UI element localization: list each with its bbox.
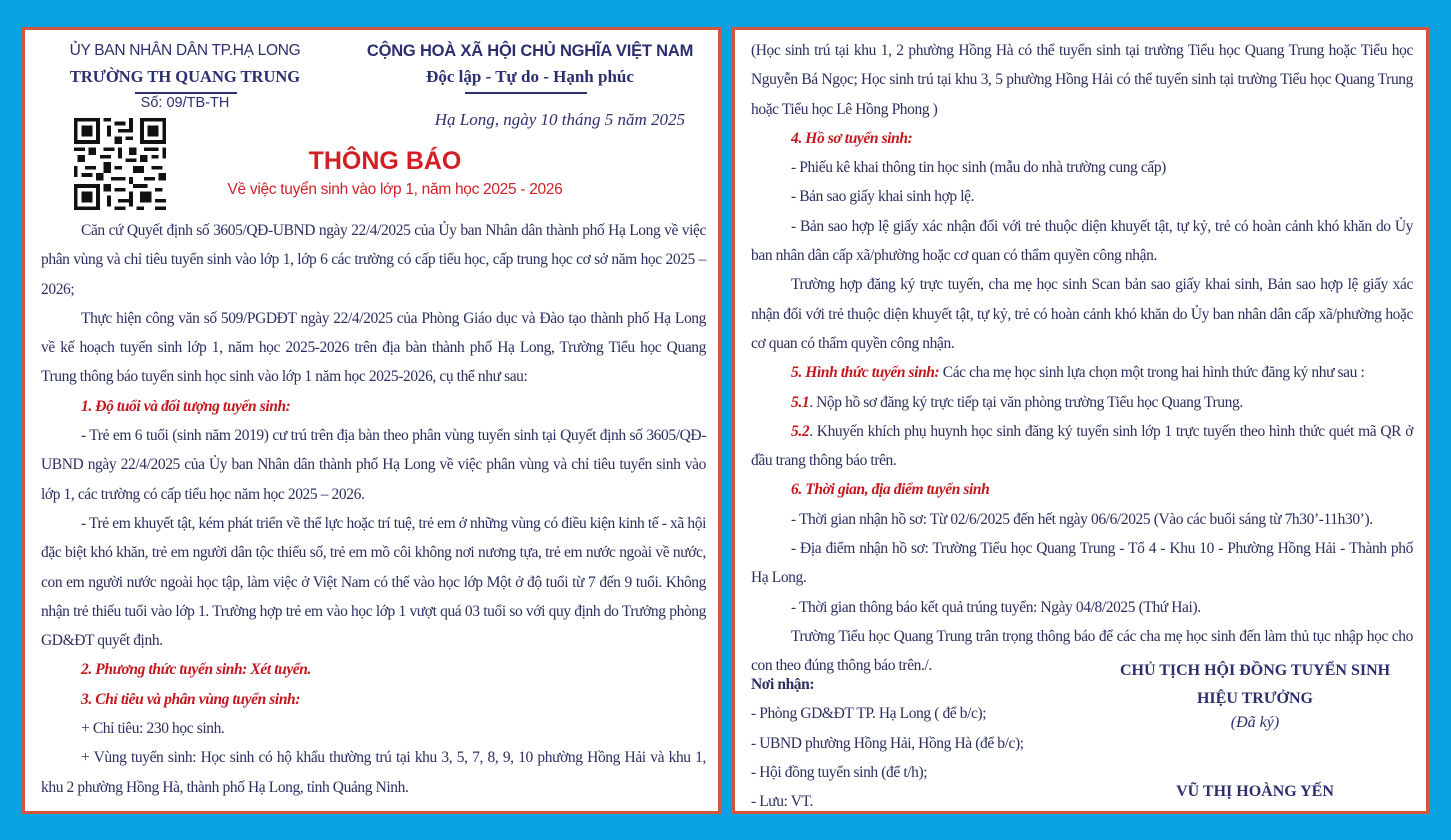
- closing-paragraph: Trường Tiểu học Quang Trung trân trọng thông báo để các cha mẹ học sinh đến làm thủ tục nhập học cho con theo đúng thông báo trên./.: [751, 627, 1413, 675]
- notice-subtitle: Về việc tuyển sinh vào lớp 1, năm học 2025 - 2026: [227, 181, 563, 198]
- nation-title: CỘNG HOÀ XÃ HỘI CHỦ NGHĨA VIỆT NAM: [366, 42, 694, 60]
- option-5-1: [751, 388, 1413, 417]
- recipients-label: Nơi nhận:: [751, 676, 815, 693]
- document-number: Số: 09/TB-TH: [140, 95, 230, 111]
- age-eligibility-paragraph: - Trẻ em 6 tuổi (sinh năm 2019) cư trú trên địa bàn theo phân vùng tuyển sinh tại Quyết định số 3605/QĐ-UBND ngày 22/4/2025 của Ủy ban Nhân dân thành phố Hạ Long về việc phân vùng và chỉ tiêu tuyển sinh vào lớp 1, các trường có cấp tiểu học năm học 2025 – 2026.: [41, 427, 706, 503]
- signer-title-principal: HIỆU TRƯỞNG: [1196, 690, 1313, 707]
- recipient-item: - Phòng GD&ĐT TP. Hạ Long ( để b/c);: [751, 705, 987, 723]
- notice-body-right: [751, 36, 1413, 681]
- section-2-heading: 2. Phương thức tuyển sinh: Xét tuyển.: [81, 661, 311, 679]
- section-1-heading: 1. Độ tuổi và đối tượng tuyển sinh:: [81, 397, 291, 415]
- notice-body-left: [41, 216, 706, 802]
- recipient-item: - UBND phường Hồng Hải, Hồng Hà (để b/c);: [751, 734, 1024, 752]
- recipient-item: - Lưu: VT.: [751, 793, 813, 811]
- section-4-heading: 4. Hồ sơ tuyển sinh:: [791, 129, 913, 147]
- submission-time: - Thời gian nhận hồ sơ: Từ 02/6/2025 đến hết ngày 06/6/2025 (Vào các buổi sáng từ 7h30’-11h30’).: [791, 510, 1373, 528]
- section-5-paragraph: [751, 358, 1413, 387]
- online-registration-paragraph: Trường hợp đăng ký trực tuyến, cha mẹ học sinh Scan bản sao giấy khai sinh, Bản sao hợp lệ giấy xác nhận đối với trẻ thuộc diện khuyết tật, tự kỷ, trẻ có hoàn cảnh khó khăn do Ủy ban nhân dân cấp xã/phường hoặc cơ quan có thẩm quyền công nhận.: [751, 276, 1413, 352]
- school-name: TRƯỜNG TH QUANG TRUNG: [69, 67, 301, 86]
- recipients-block: [751, 670, 1024, 816]
- document-item: - Phiếu kê khai thông tin học sinh (mẫu do nhà trường cung cấp): [791, 159, 1166, 177]
- option-5-2-number: 5.2: [791, 422, 810, 440]
- legal-basis-paragraph: Căn cứ Quyết định số 3605/QĐ-UBND ngày 22/4/2025 của Ủy ban Nhân dân thành phố Hạ Long về việc phân vùng và chỉ tiêu tuyển sinh vào lớp 1, lớp 6 các trường có cấp tiểu học, cấp trung học cơ sở năm học 2025 – 2026;: [41, 222, 706, 298]
- zone-note-paragraph: (Học sinh trú tại khu 1, 2 phường Hồng Hà có thể tuyển sinh tại trường Tiểu học Quang Trung hoặc Tiểu học Nguyễn Bá Ngọc; Học sinh trú tại khu 3, 5 phường Hồng Hải có thể tuyển sinh tại trường Tiểu học Quang Trung hoặc Tiểu học Lê Hồng Phong ): [751, 42, 1413, 118]
- authority-name: ỦY BAN NHÂN DÂN TP.HẠ LONG: [69, 42, 301, 59]
- issue-date: Hạ Long, ngày 10 tháng 5 năm 2025: [434, 110, 685, 129]
- section-6-heading: 6. Thời gian, địa điểm tuyển sinh: [791, 481, 990, 499]
- option-5-2: [751, 417, 1413, 476]
- document-item: - Bản sao hợp lệ giấy xác nhận đối với trẻ thuộc diện khuyết tật, tự kỷ, trẻ có hoàn cảnh khó khăn do Ủy ban nhân dân cấp xã/phường hoặc cơ quan có thẩm quyền công nhận.: [751, 217, 1413, 265]
- signer-name: VŨ THỊ HOÀNG YẾN: [1176, 783, 1334, 800]
- signed-note: (Đã ký): [1230, 714, 1280, 731]
- special-cases-paragraph: - Trẻ em khuyết tật, kém phát triển về thể lực hoặc trí tuệ, trẻ em ở những vùng có điều kiện kinh tế - xã hội đặc biệt khó khăn, trẻ em người dân tộc thiểu số, trẻ em mồ côi không nơi nương tựa, trẻ em nước ngoài về nước, con em người nước ngoài học tập, làm việc ở Việt Nam có thể vào học lớp Một ở độ tuổi từ 7 đến 9 tuổi. Không nhận trẻ thiếu tuổi vào lớp 1. Trường hợp trẻ em vào học lớp 1 vượt quá 03 tuổi so với quy định do Trưởng phòng GD&ĐT quyết định.: [41, 514, 706, 650]
- qr-code-icon[interactable]: [72, 118, 168, 210]
- notice-page-right: [732, 27, 1429, 814]
- header-rule-left: [135, 92, 237, 94]
- notice-title: THÔNG BÁO: [308, 147, 462, 175]
- option-5-2-text: . Khuyến khích phụ huynh học sinh đăng ký tuyển sinh lớp 1 trực tuyến theo hình thức quét mã QR ở đầu trang thông báo trên.: [751, 422, 1413, 470]
- signer-title-chair: CHỦ TỊCH HỘI ĐỒNG TUYỂN SINH: [1119, 662, 1391, 679]
- section-5-heading: 5. Hình thức tuyển sinh:: [791, 364, 940, 382]
- document-item: - Bản sao giấy khai sinh hợp lệ.: [791, 188, 975, 206]
- implementation-paragraph: Thực hiện công văn số 509/PGDĐT ngày 22/4/2025 của Phòng Giáo dục và Đào tạo thành phố Hạ Long về kế hoạch tuyển sinh lớp 1, năm học 2025-2026 trên địa bàn thành phố Hạ Long, Trường Tiểu học Quang Trung thông báo tuyển sinh học sinh vào lớp 1 năm học 2025-2026, cụ thể như sau:: [41, 309, 706, 386]
- national-motto: Độc lập - Tự do - Hạnh phúc: [426, 67, 634, 86]
- header-rule-right: [465, 92, 587, 94]
- recipient-item: - Hội đồng tuyển sinh (để t/h);: [751, 763, 928, 781]
- option-5-1-text: . Nộp hồ sơ đăng ký trực tiếp tại văn phòng trường Tiểu học Quang Trung.: [809, 393, 1243, 411]
- section-5-intro: Các cha mẹ học sinh lựa chọn một trong hai hình thức đăng ký như sau :: [939, 364, 1365, 382]
- quota-line: + Chỉ tiêu: 230 học sinh.: [81, 720, 225, 738]
- zone-paragraph: + Vùng tuyển sinh: Học sinh có hộ khẩu thường trú tại khu 3, 5, 7, 8, 9, 10 phường Hồng Hải và khu 1, khu 2 phường Hồng Hà, thành phố Hạ Long, tỉnh Quảng Ninh.: [41, 749, 706, 796]
- result-date: - Thời gian thông báo kết quả trúng tuyển: Ngày 04/8/2025 (Thứ Hai).: [791, 598, 1201, 616]
- notice-page-left: [22, 27, 721, 814]
- section-3-heading: 3. Chỉ tiêu và phân vùng tuyển sinh:: [81, 690, 301, 708]
- option-5-1-number: 5.1: [791, 393, 810, 411]
- submission-place: - Địa điểm nhận hồ sơ: Trường Tiểu học Quang Trung - Tổ 4 - Khu 10 - Phường Hồng Hải - Thành phố Hạ Long.: [751, 540, 1413, 587]
